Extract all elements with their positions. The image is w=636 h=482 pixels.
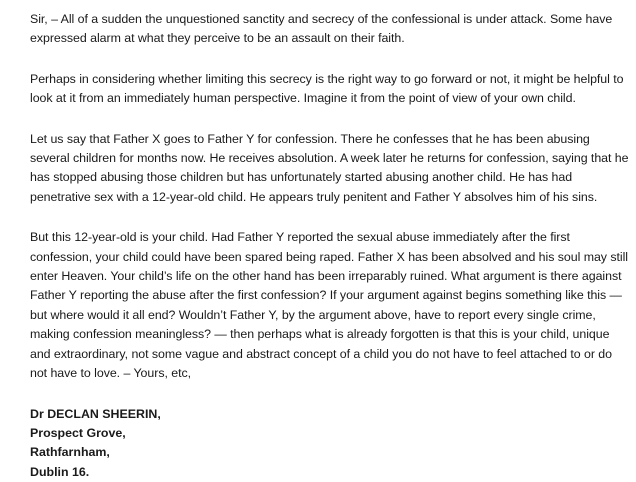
author-name: Dr DECLAN SHEERIN, <box>30 405 630 424</box>
address-city: Dublin 16. <box>30 463 630 482</box>
paragraph-salutation: Sir, – All of a sudden the unquestioned sanctity and secrecy of the confessional is under attack. Some have expressed alarm at what they perceive to be an assault on their faith. <box>30 10 630 49</box>
paragraph-perspective: Perhaps in considering whether limiting this secrecy is the right way to go forward or not, it might be helpful to look at it from an immediately human perspective. Imagine it from the point of view of your own child. <box>30 70 630 109</box>
address-street: Prospect Grove, <box>30 424 630 443</box>
paragraph-argument: But this 12-year-old is your child. Had Father Y reported the sexual abuse immediately after the first confession, your child could have been spared being raped. Father X has been absolved and his soul may still enter Heaven. Your child’s life on the other hand has been irreparably ruined. What argument is there against Father Y reporting the abuse after the first confession? If your argument against begins something like this — but where would it all end? Wouldn’t Father Y, by the argument above, have to report every single crime, making confession meaningless? — then perhaps what is already forgotten is that this is your child, unique and extraordinary, not some vague and abstract concept of a child you do not have to feel attached to or do not have to love. – Yours, etc, <box>30 228 630 383</box>
paragraph-scenario: Let us say that Father X goes to Father Y for confession. There he confesses that he has been abusing several children for months now. He receives absolution. A week later he returns for confession, saying that he has stopped abusing those children but has unfortunately started abusing another child. He has had penetrative sex with a 12-year-old child. He appears truly penitent and Father Y absolves him of his sins. <box>30 130 630 208</box>
address-locality: Rathfarnham, <box>30 443 630 462</box>
signature-block <box>30 405 630 482</box>
